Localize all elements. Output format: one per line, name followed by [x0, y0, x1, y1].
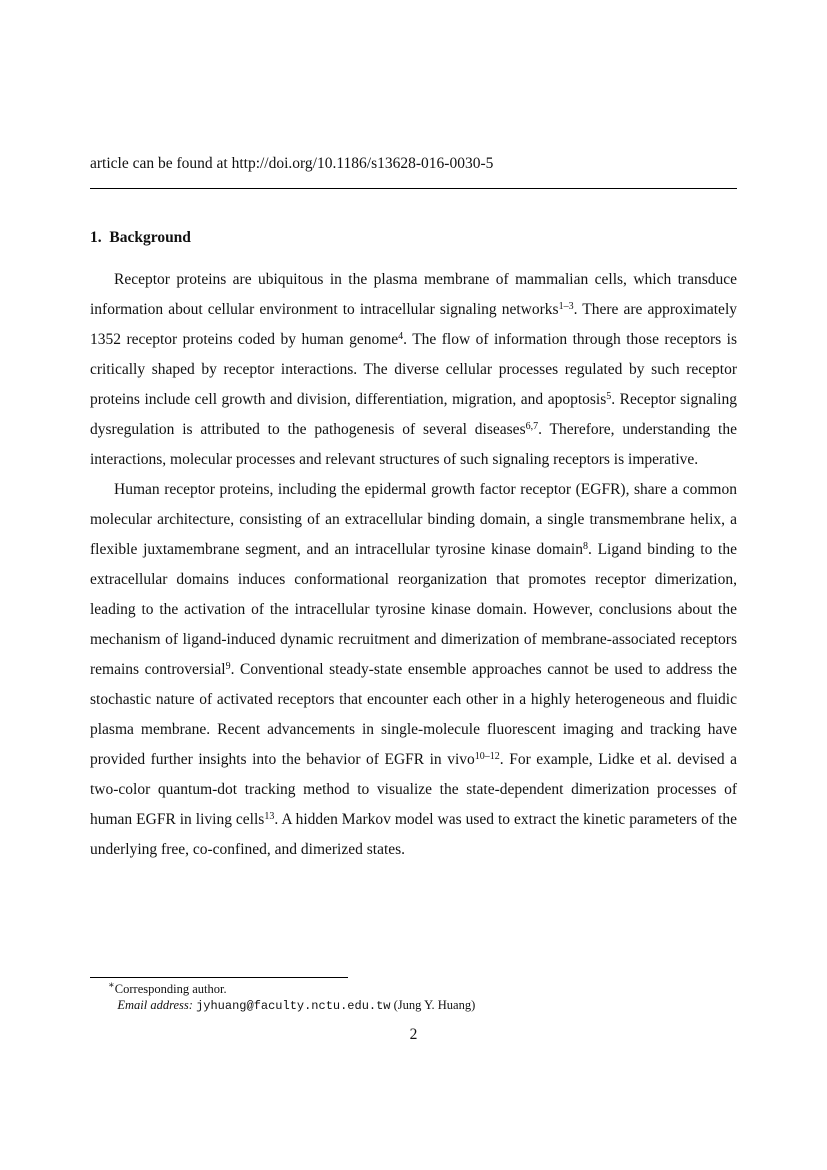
separator-rule [90, 188, 737, 189]
footnote-rule [90, 977, 348, 978]
p2-text-5: . A hidden Markov model was used to extract the kinetic parameters of the underlying free, co-confined, and dimerized states. [90, 811, 738, 858]
p1-text-4: . Receptor signaling dysregulation is attributed to the pathogenesis of several diseases [90, 391, 737, 438]
email-label: Email address: [117, 998, 193, 1012]
p1-text-5: . Therefore, understanding the interactions, molecular processes and relevant structures of such signaling receptors is imperative. [90, 421, 737, 468]
footnote-corresponding [108, 981, 227, 997]
citation-6-7: 6,7 [525, 421, 539, 432]
section-title: Background [109, 229, 191, 246]
citation-1-3: 1–3 [558, 301, 574, 312]
footnote-text: Corresponding author. [114, 982, 227, 996]
footnote-mark: ∗ [108, 980, 115, 991]
citation-8: 8 [582, 541, 588, 552]
section-heading [90, 228, 191, 248]
email-name: (Jung Y. Huang) [393, 998, 476, 1012]
p2-text-3: . Conventional steady-state ensemble approaches cannot be used to address the stochastic nature of activated receptors that encounter each other in a highly heterogeneous and fluidic plasma membrane. Recent advancements in single-molecule fluorescent imaging and tracking have provided further insights into the behavior of EGFR in vivo [90, 661, 737, 768]
p1-text-3: . The flow of information through those receptors is critically shaped by receptor interactions. The diverse cellular processes regulated by such receptor proteins include cell growth and division, differentiation, migration, and apoptosis [90, 331, 737, 408]
footnote-email [108, 997, 475, 1014]
p2-text-4: . For example, Lidke et al. devised a two-color quantum-dot tracking method to visualize the state-dependent dimerization processes of human EGFR in living cells [90, 751, 737, 828]
paragraph-1 [90, 265, 737, 475]
citation-13: 13 [264, 811, 275, 822]
paragraph-2 [90, 475, 737, 865]
section-number: 1. [90, 229, 102, 246]
doi-line: article can be found at http://doi.org/10.1186/s13628-016-0030-5 [90, 155, 494, 172]
citation-4: 4 [398, 331, 404, 342]
citation-5: 5 [606, 391, 612, 402]
p1-text-1: Receptor proteins are ubiquitous in the plasma membrane of mammalian cells, which transduce information about cellular environment to intracellular signaling networks [90, 271, 737, 318]
p2-text-1: Human receptor proteins, including the epidermal growth factor receptor (EGFR), share a common molecular architecture, consisting of an extracellular binding domain, a single transmembrane helix, a flexible juxtamembrane segment, and an intracellular tyrosine kinase domain [90, 481, 737, 558]
p2-text-2: . Ligand binding to the extracellular domains induces conformational reorganization that promotes receptor dimerization, leading to the activation of the intracellular tyrosine kinase domain. However, conclusions about the mechanism of ligand-induced dynamic recruitment and dimerization of membrane-associated receptors remains controversial [90, 541, 737, 678]
page-number: 2 [409, 1026, 418, 1043]
citation-9: 9 [225, 661, 231, 672]
p1-text-2: . There are approximately 1352 receptor proteins coded by human genome [90, 301, 737, 348]
body-text [90, 265, 737, 865]
citation-10-12: 10–12 [474, 751, 500, 762]
email-address[interactable]: jyhuang@faculty.nctu.edu.tw [196, 999, 391, 1013]
